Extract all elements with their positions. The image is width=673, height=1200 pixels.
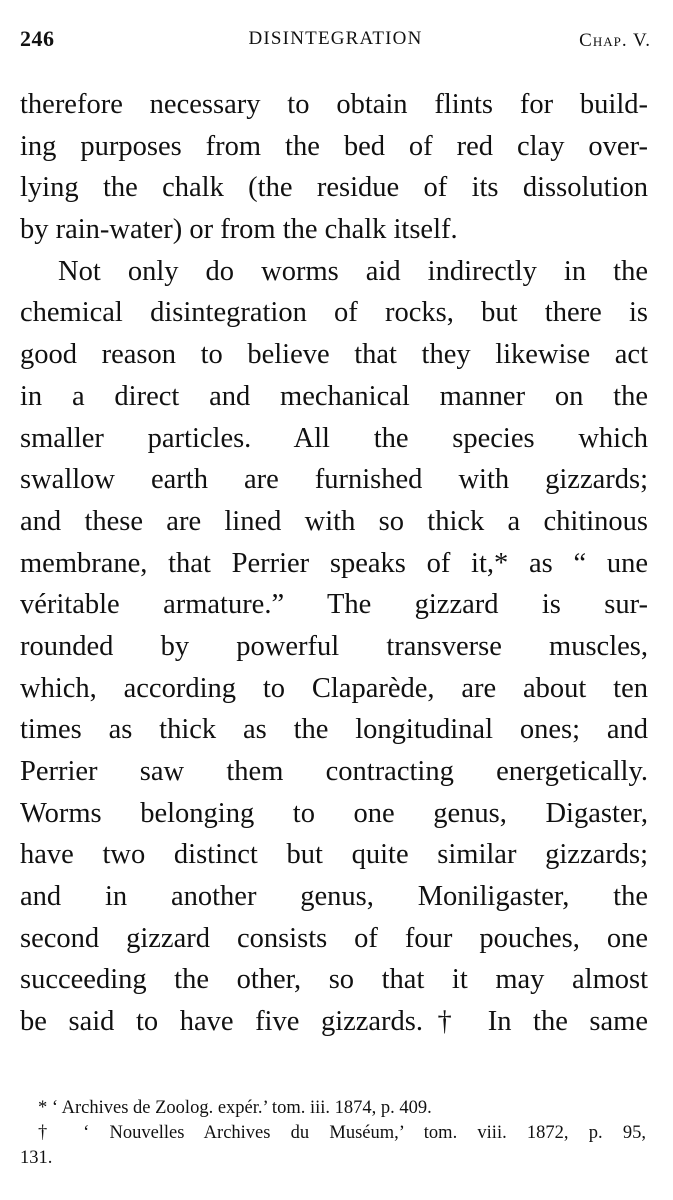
running-title: DISINTEGRATION xyxy=(248,28,423,49)
footnotes xyxy=(20,1096,646,1171)
text-line: which, according to Claparède, are about ten xyxy=(20,672,648,704)
footnote-dagger: † ‘ Nouvelles Archives du Muséum,’ tom. viii. 1872, p. 95, xyxy=(38,1123,646,1143)
text-line: therefore necessary to obtain flints for build- xyxy=(20,89,648,120)
text-line: good reason to believe that they likewise act xyxy=(20,339,648,371)
text-line: succeeding the other, so that it may almost xyxy=(20,964,648,996)
page-header xyxy=(20,26,651,58)
text-line: times as thick as the longitudinal ones; and xyxy=(20,714,648,746)
chapter-label: Chap. V. xyxy=(579,30,651,51)
paragraph-start-line: Not only do worms aid indirectly in the xyxy=(58,255,648,287)
footnote-continuation: 131. xyxy=(20,1148,53,1168)
text-line: membrane, that Perrier speaks of it,* as “ une xyxy=(20,547,648,579)
text-line: rounded by powerful transverse muscles, xyxy=(20,630,648,662)
text-line: véritable armature.” The gizzard is sur- xyxy=(20,589,648,621)
text-line: lying the chalk (the residue of its dissolution xyxy=(20,172,648,204)
footnote-asterisk: * ‘ Archives de Zoolog. expér.’ tom. iii. 1874, p. 409. xyxy=(38,1098,432,1118)
text-line: be said to have five gizzards.† In the same xyxy=(20,1006,648,1038)
text-line: smaller particles. All the species which xyxy=(20,422,648,454)
text-line: swallow earth are furnished with gizzards; xyxy=(20,464,648,496)
text-line: chemical disintegration of rocks, but there is xyxy=(20,297,648,329)
text-line: by rain-water) or from the chalk itself. xyxy=(20,214,458,246)
text-line: second gizzard consists of four pouches, one xyxy=(20,922,648,954)
text-line: in a direct and mechanical manner on the xyxy=(20,380,648,412)
text-line: Worms belonging to one genus, Digaster, xyxy=(20,797,648,829)
text-line: ing purposes from the bed of red clay over- xyxy=(20,130,648,162)
body-text xyxy=(20,84,648,1043)
text-line: Perrier saw them contracting energetically. xyxy=(20,756,648,787)
text-line: have two distinct but quite similar gizzards; xyxy=(20,839,648,871)
text-line: and in another genus, Moniligaster, the xyxy=(20,881,648,913)
text-line: and these are lined with so thick a chitinous xyxy=(20,505,648,537)
page-number: 246 xyxy=(20,26,55,51)
